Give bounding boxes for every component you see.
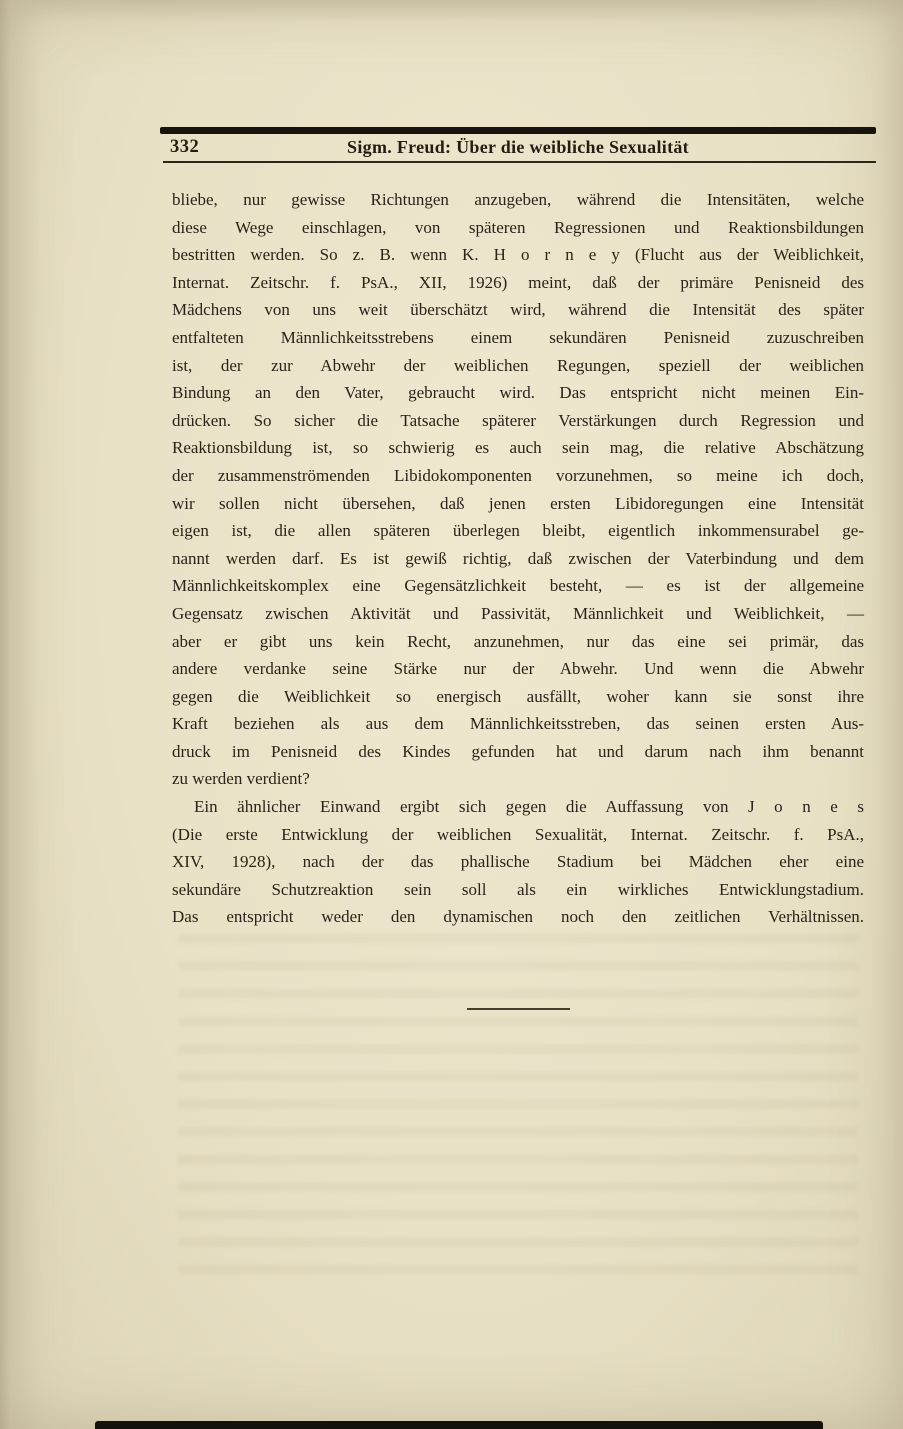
text-line: bestritten werden. So z. B. wenn K. H o r n e y (Flucht aus der Weiblichkeit, [172, 245, 864, 265]
text-line: drücken. So sicher die Tatsache späterer Verstärkungen durch Regression und [172, 410, 864, 430]
page-header [172, 137, 864, 159]
text-line: Mädchens von uns weit überschätzt wird, während die Intensität des später [172, 300, 864, 320]
text-line: andere verdanke seine Stärke nur der Abwehr. Und wenn die Abwehr [172, 659, 864, 679]
text-line: druck im Penisneid des Kindes gefunden hat und darum nach ihm benannt [172, 741, 864, 761]
text-line: Kraft beziehen als aus dem Männlichkeitsstreben, das seinen ersten Aus- [172, 714, 864, 734]
text-line: entfalteten Männlichkeitsstrebens einem sekundären Penisneid zuzuschreiben [172, 327, 864, 347]
text-line: aber er gibt uns kein Recht, anzunehmen, nur das eine sei primär, das [172, 631, 864, 651]
text-line: ist, der zur Abwehr der weiblichen Regungen, speziell der weiblichen [172, 355, 864, 375]
text-line: bliebe, nur gewisse Richtungen anzugeben, während die Intensitäten, welche [172, 190, 864, 209]
text-line: Männlichkeitskomplex eine Gegensätzlichkeit besteht, — es ist der allgemeine [172, 576, 864, 596]
text-line: Ein ähnlicher Einwand ergibt sich gegen die Auffassung von J o n e s [194, 797, 864, 817]
bleed-through [178, 934, 858, 1290]
text-line: Gegensatz zwischen Aktivität und Passivität, Männlichkeit und Weiblichkeit, — [172, 603, 864, 623]
text-line: (Die erste Entwicklung der weiblichen Sexualität, Internat. Zeitschr. f. PsA., [172, 824, 864, 844]
text-line: Internat. Zeitschr. f. PsA., XII, 1926) meint, daß der primäre Penisneid des [172, 272, 864, 292]
body-text [172, 186, 864, 931]
text-line: zu werden verdient? [172, 769, 310, 789]
running-title: Sigm. Freud: Über die weibliche Sexualität [347, 137, 689, 157]
text-line: wir sollen nicht übersehen, daß jenen ersten Libidoregungen eine Intensität [172, 493, 864, 513]
text-line: eigen ist, die allen späteren überlegen bleibt, eigentlich inkommensurabel ge- [172, 521, 864, 541]
header-rule [163, 161, 876, 163]
section-divider [467, 1008, 570, 1010]
top-heavy-rule [160, 127, 876, 134]
text-line: gegen die Weiblichkeit so energisch ausfällt, woher kann sie sonst ihre [172, 686, 864, 706]
text-line: Reaktionsbildung ist, so schwierig es auch sein mag, die relative Abschätzung [172, 438, 864, 458]
text-line: sekundäre Schutzreaktion sein soll als ein wirkliches Entwicklungstadium. [172, 879, 864, 899]
text-line: nannt werden darf. Es ist gewiß richtig, daß zwischen der Vaterbindung und dem [172, 548, 864, 568]
text-line: Das entspricht weder den dynamischen noch den zeitlichen Verhältnissen. [172, 907, 864, 927]
page-number: 332 [170, 137, 200, 157]
text-line: Bindung an den Vater, gebraucht wird. Das entspricht nicht meinen Ein- [172, 383, 864, 403]
text-line: der zusammenströmenden Libidokomponenten vorzunehmen, so meine ich doch, [172, 465, 864, 485]
bottom-scan-edge [95, 1421, 823, 1429]
text-line: diese Wege einschlagen, von späteren Regressionen und Reaktionsbildungen [172, 217, 864, 237]
text-line: XIV, 1928), nach der das phallische Stadium bei Mädchen eher eine [172, 852, 864, 872]
